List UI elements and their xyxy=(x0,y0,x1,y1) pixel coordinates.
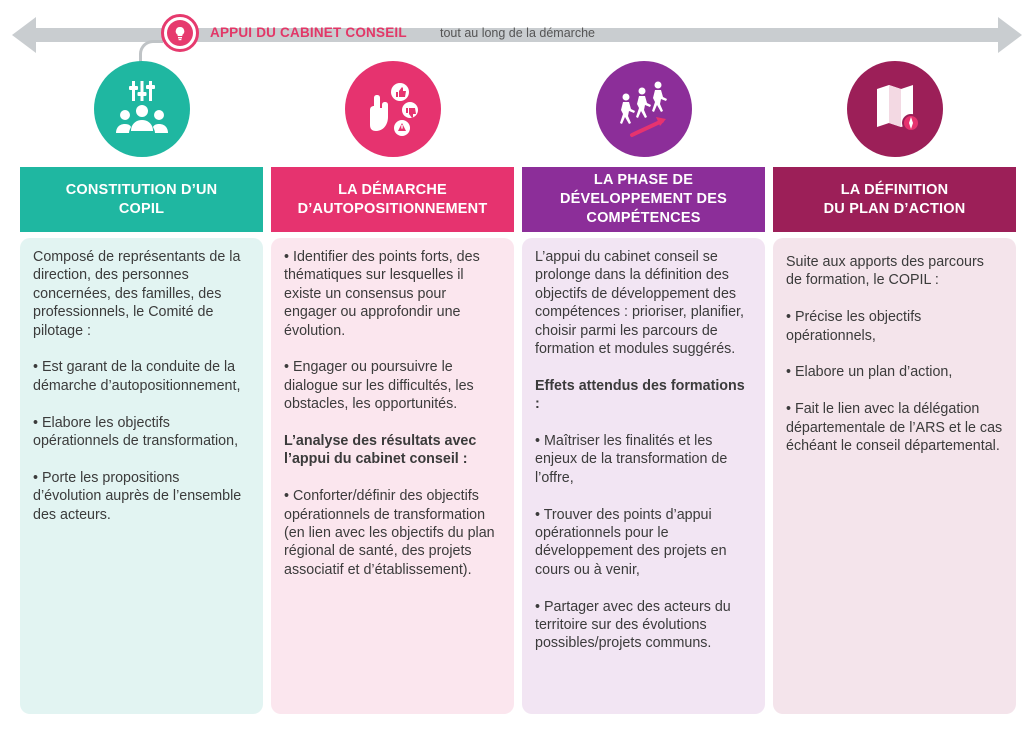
column-2-bullet: • Engager ou poursuivre le dialogue sur les difficultés, les obstacles, les opportunités. xyxy=(284,359,474,413)
column-3-title-line2: DÉVELOPPEMENT DES xyxy=(560,191,727,207)
step-3-icon xyxy=(596,61,692,157)
team-settings-icon xyxy=(110,77,174,141)
people-growth-icon xyxy=(612,77,676,141)
lightbulb-icon xyxy=(172,25,188,41)
column-1-bullet: • Est garant de la conduite de la démarche d’autopositionnement, xyxy=(33,359,241,394)
step-2-icon xyxy=(345,61,441,157)
banner-subtitle: tout au long de la démarche xyxy=(440,26,595,40)
column-3-intro: L’appui du cabinet conseil se prolonge dans la définition des objectifs de développement des compétences : xyxy=(535,249,737,321)
column-4-title-line1: LA DÉFINITION xyxy=(840,181,949,198)
column-3-body xyxy=(522,238,765,714)
column-4-bullet: • Elabore un plan d’action, xyxy=(786,364,953,381)
column-4-paragraph: Suite aux apports des parcours de formation, le COPIL : xyxy=(786,254,984,289)
column-1-title-line1: CONSTITUTION D’UN xyxy=(65,181,218,198)
map-compass-icon xyxy=(863,77,927,141)
column-3-title-line3: COMPÉTENCES xyxy=(586,210,701,226)
column-2-title-line2: D’AUTOPOSITIONNEMENT xyxy=(297,200,488,217)
column-3-header xyxy=(522,167,765,232)
column-3-bold-heading: Effets attendus des formations : xyxy=(535,377,745,413)
column-1-header xyxy=(20,167,263,232)
column-4-title-line2: DU PLAN D’ACTION xyxy=(823,200,966,217)
column-3-title-line1: LA PHASE DE xyxy=(593,172,694,188)
column-1-bullet: • Porte les propositions d’évolution auprès de l’ensemble des acteurs. xyxy=(33,469,242,523)
column-3-bullet: • Partager avec des acteurs du territoire sur des évolutions possibles/projets communs. xyxy=(535,598,731,652)
column-1-bullet: • Elabore les objectifs opérationnels de transformation, xyxy=(33,414,239,450)
column-4-header xyxy=(773,167,1016,232)
step-4-icon xyxy=(847,61,943,157)
column-2-body xyxy=(271,238,514,714)
column-1-title-line2: COPIL xyxy=(118,200,165,217)
column-1-body xyxy=(20,238,263,714)
column-3-intro-cont: prioriser, planifier, choisir parmi les parcours de formation et modules suggérés. xyxy=(535,304,744,358)
column-4-bullet: • Précise les objectifs opérationnels, xyxy=(786,309,922,344)
raised-hand-feedback-icon xyxy=(358,74,428,144)
column-4-bullet: • Fait le lien avec la délégation départementale de l’ARS et le cas échéant le conseil départemental. xyxy=(786,401,1003,455)
column-2-header xyxy=(271,167,514,232)
banner-title: APPUI DU CABINET CONSEIL xyxy=(210,25,407,40)
lightbulb-badge xyxy=(161,14,199,52)
column-3-bullet: • Maîtriser les finalités et les enjeux de la transformation de l’offre, xyxy=(535,433,728,486)
column-2-bullet: • Conforter/définir des objectifs opérationnels de transformation (en lien avec les objectifs du plan régional de santé, des projets associatif et d’établissement). xyxy=(284,488,495,578)
step-1-icon xyxy=(94,61,190,157)
column-2-bold-heading: L’analyse des résultats avec l’appui du cabinet conseil : xyxy=(284,433,477,468)
column-4-body xyxy=(773,238,1016,714)
column-1-paragraph: Composé de représentants de la direction, des personnes concernées, des familles, des professionnels, le Comité de pilotage : xyxy=(33,249,241,339)
column-2-title-line1: LA DÉMARCHE xyxy=(338,181,447,198)
column-3-bullet: • Trouver des points d’appui opérationnels pour le développement des projets en cours ou à venir, xyxy=(535,506,727,578)
column-2-bullet: • Identifier des points forts, des thématiques sur lesquelles il existe un consensus pour engager ou approfondir une évolution. xyxy=(284,249,480,339)
